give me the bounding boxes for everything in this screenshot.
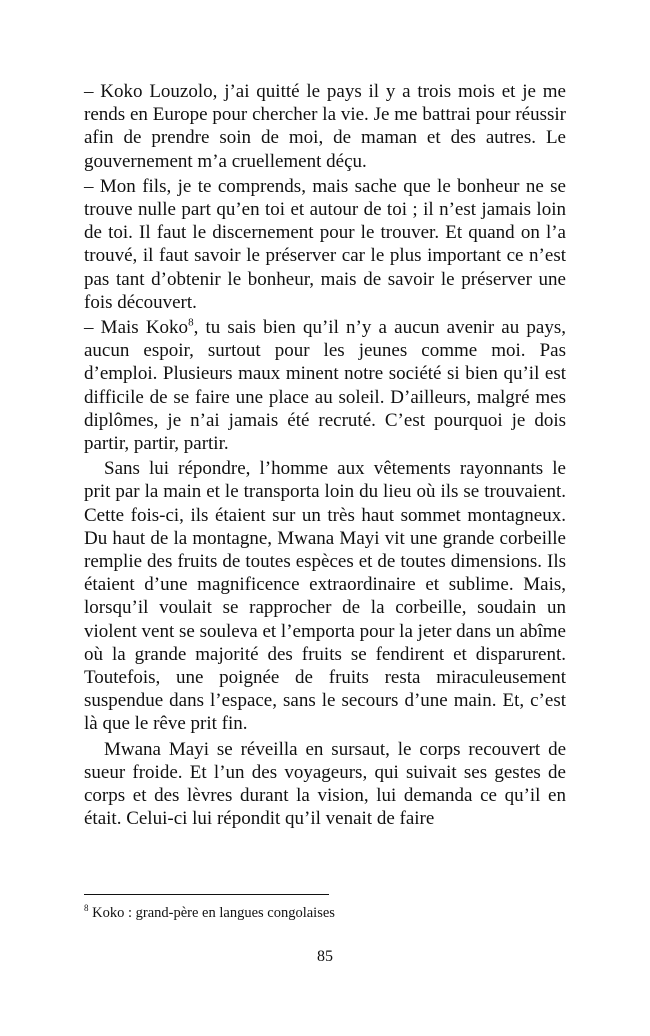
footnote-marker: 8 xyxy=(84,903,89,914)
footnote-separator xyxy=(84,894,329,895)
dialogue-paragraph-3 xyxy=(84,316,566,455)
page-number: 85 xyxy=(317,948,333,965)
body-text xyxy=(84,80,566,833)
narrative-paragraph-1: Sans lui répondre, l’homme aux vêtements rayonnants le prit par la main et le transporta loin du lieu où ils se trouvaient. Cette fois-ci, ils étaient sur un très haut sommet montagneux. Du haut de la montagne, Mwana Mayi vit une grande corbeille remplie des fruits de toutes espèces et de toutes dimensions. Ils étaient d’une magnificence extraordinaire et sublime. Mais, lorsqu’il voulait se rapprocher de la corbeille, soudain un violent vent se souleva et l’emporta pour la jeter dans un abîme où la grande majorité des fruits se fendirent et disparurent. Toutefois, une poignée de fruits resta miraculeusement suspendue dans l’espace, sans le secours d’une main. Et, c’est là que le rêve prit fin. xyxy=(84,458,566,735)
paragraph-3-start: – Mais Koko xyxy=(84,317,189,339)
narrative-paragraph-2: Mwana Mayi se réveilla en sursaut, le corps recouvert de sueur froide. Et l’un des voyageurs, qui suivait ses gestes de corps et des lèvres durant la vision, lui demanda ce qu’il en était. Celui-ci lui répondit qu’il venait de faire xyxy=(84,738,566,830)
footnote-text: Koko : grand-père en langues congolaises xyxy=(88,905,335,921)
footnote xyxy=(84,904,566,922)
footnote-reference[interactable]: 8 xyxy=(188,316,194,329)
dialogue-paragraph-2: – Mon fils, je te comprends, mais sache que le bonheur ne se trouve nulle part qu’en toi et autour de toi ; il n’est jamais loin de toi. Il faut le discernement pour le trouver. Et quand on l’a trouvé, il faut savoir le préserver car le plus important ce n’est pas tant d’obtenir le bonheur, mais de savoir le préserver une fois découvert. xyxy=(84,175,566,313)
dialogue-paragraph-1: – Koko Louzolo, j’ai quitté le pays il y a trois mois et je me rends en Europe pour chercher la vie. Je me battrai pour réussir afin de prendre soin de moi, de maman et des autres. Le gouvernement m’a cruellement déçu. xyxy=(84,81,566,172)
paragraph-3-end: , tu sais bien qu’il n’y a aucun avenir au pays, aucun espoir, surtout pour les jeunes comme moi. Pas d’emploi. Plusieurs maux minent notre société si bien qu’il est difficile de se faire une place au soleil. D’ailleurs, malgré mes diplômes, je n’ai jamais été recruté. C’est pourquoi je dois partir, partir, partir. xyxy=(84,317,566,455)
